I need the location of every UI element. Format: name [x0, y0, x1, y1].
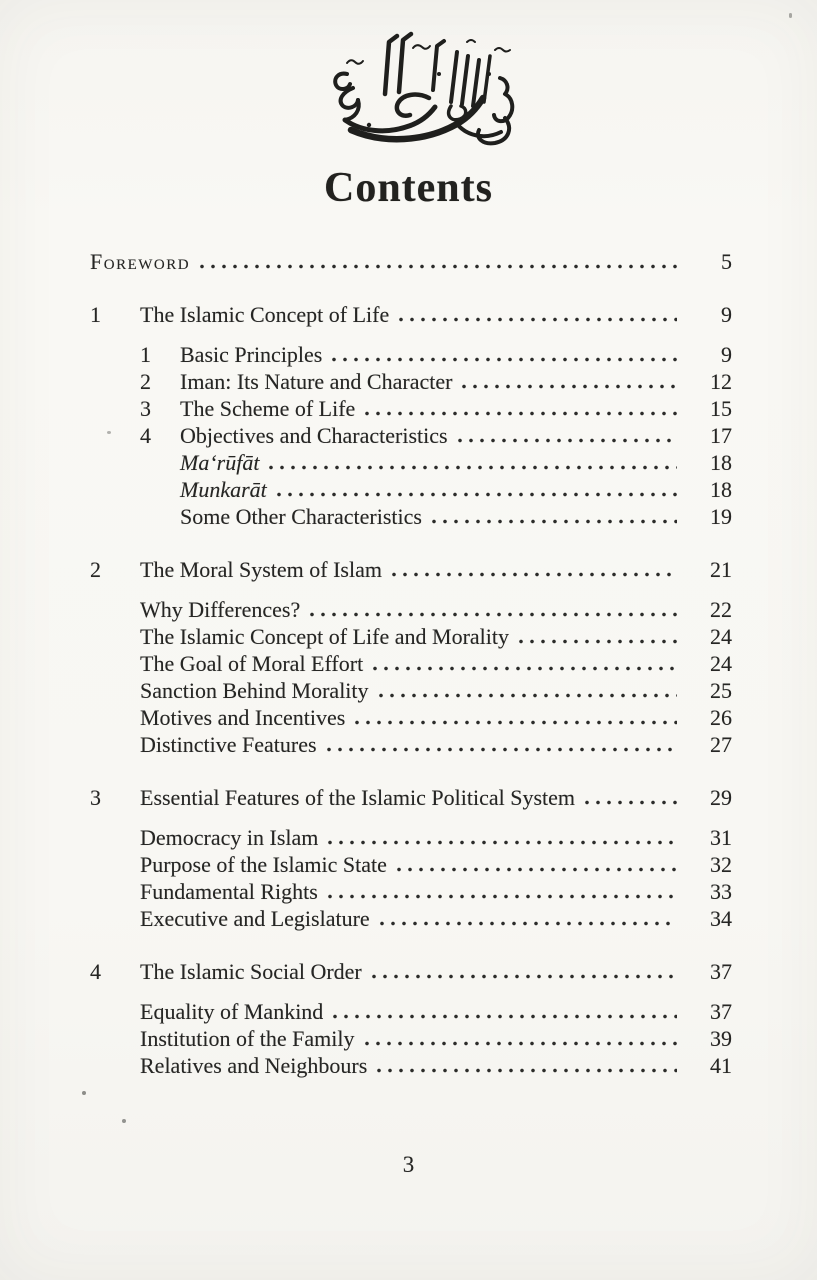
dot-leader [328, 840, 677, 845]
entry-page: 37 [710, 959, 732, 984]
entry-page: 9 [721, 302, 732, 327]
scan-speck [107, 431, 111, 434]
toc-foreword-row [90, 248, 732, 275]
entry-page: 17 [710, 423, 732, 448]
entry-page: 22 [710, 597, 732, 622]
entry-title: Democracy in Islam [140, 825, 319, 850]
entry-page: 29 [710, 785, 732, 810]
dot-leader [519, 639, 677, 644]
entry-page: 24 [710, 651, 732, 676]
entry-page: 19 [710, 504, 732, 529]
dot-leader [432, 519, 677, 524]
entry-number: 4 [90, 959, 101, 984]
toc-chapter-row [90, 556, 732, 583]
entry-page: 15 [710, 396, 732, 421]
toc-item-row [140, 596, 732, 623]
entry-number: 1 [140, 342, 151, 367]
entry-title: Fundamental Rights [140, 879, 318, 904]
dot-leader [277, 492, 677, 497]
toc-item-row [180, 503, 732, 530]
toc-chapter-row [90, 784, 732, 811]
bismillah-calligraphy [317, 30, 527, 156]
toc-item-row [140, 824, 732, 851]
entry-number: 1 [90, 302, 101, 327]
toc-item-row [140, 905, 732, 932]
page-title: Contents [323, 165, 493, 211]
entry-title: Ma‘rūfāt [180, 450, 260, 475]
toc-item-row [140, 704, 732, 731]
toc-item-row [140, 422, 732, 449]
entry-title: Executive and Legislature [140, 906, 370, 931]
entry-page: 21 [710, 557, 732, 582]
entry-page: 24 [710, 624, 732, 649]
entry-title: Relatives and Neighbours [140, 1053, 368, 1078]
toc-item-row [140, 395, 732, 422]
scan-speck [82, 1091, 86, 1095]
entry-title: Essential Features of the Islamic Political System [140, 785, 576, 810]
scan-speck [122, 1119, 126, 1123]
entry-title: Why Differences? [140, 597, 301, 622]
entry-page: 34 [710, 906, 732, 931]
scan-speck [789, 13, 792, 18]
toc-rows [90, 301, 732, 1079]
entry-number: 4 [140, 423, 151, 448]
dot-leader [399, 317, 677, 322]
toc-item-row [140, 368, 732, 395]
dot-leader [458, 438, 677, 443]
dot-leader [333, 1014, 677, 1019]
entry-title: The Goal of Moral Effort [140, 651, 364, 676]
dot-leader [200, 264, 677, 269]
dot-leader [392, 572, 677, 577]
entry-title: Equality of Mankind [140, 999, 324, 1024]
entry-page: 18 [710, 477, 732, 502]
entry-page: 12 [710, 369, 732, 394]
entry-page: 25 [710, 678, 732, 703]
dot-leader [585, 800, 677, 805]
entry-page: 5 [721, 249, 732, 274]
entry-page: 26 [710, 705, 732, 730]
entry-page: 37 [710, 999, 732, 1024]
dot-leader [380, 921, 677, 926]
entry-page: 39 [710, 1026, 732, 1051]
dot-leader [377, 1068, 677, 1073]
entry-title: Basic Principles [180, 342, 323, 367]
toc-item-row [140, 998, 732, 1025]
toc-item-row [140, 623, 732, 650]
entry-title: Some Other Characteristics [180, 504, 422, 529]
entry-page: 32 [710, 852, 732, 877]
dot-leader [372, 974, 677, 979]
toc-chapter-row [90, 958, 732, 985]
dot-leader [269, 465, 677, 470]
dot-leader [355, 720, 677, 725]
entry-number: 2 [140, 369, 151, 394]
entry-page: 9 [721, 342, 732, 367]
toc-item-row [140, 851, 732, 878]
entry-title: Munkarāt [180, 477, 267, 502]
entry-page: 31 [710, 825, 732, 850]
table-of-contents [90, 248, 732, 1079]
entry-page: 27 [710, 732, 732, 757]
entry-number: 2 [90, 557, 101, 582]
entry-title: The Scheme of Life [180, 396, 356, 421]
folio-page-number: 3 [402, 1152, 415, 1177]
dot-leader [373, 666, 677, 671]
dot-leader [365, 411, 677, 416]
dot-leader [327, 747, 677, 752]
toc-item-row [140, 1025, 732, 1052]
entry-title: Iman: Its Nature and Character [180, 369, 453, 394]
toc-item-row [140, 677, 732, 704]
entry-page: 41 [710, 1053, 732, 1078]
entry-page: 18 [710, 450, 732, 475]
entry-title: Foreword [90, 249, 191, 274]
entry-title: The Islamic Concept of Life [140, 302, 390, 327]
toc-item-row [140, 731, 732, 758]
entry-title: Motives and Incentives [140, 705, 346, 730]
entry-number: 3 [140, 396, 151, 421]
dot-leader [365, 1041, 678, 1046]
toc-item-row [140, 878, 732, 905]
entry-title: The Islamic Social Order [140, 959, 362, 984]
toc-item-row [140, 341, 732, 368]
entry-title: The Moral System of Islam [140, 557, 382, 582]
dot-leader [379, 693, 677, 698]
entry-number: 3 [90, 785, 101, 810]
toc-item-row [180, 476, 732, 503]
dot-leader [462, 384, 677, 389]
toc-item-row [140, 650, 732, 677]
dot-leader [310, 612, 677, 617]
dot-leader [332, 357, 677, 362]
toc-item-row [140, 1052, 732, 1079]
entry-page: 33 [710, 879, 732, 904]
dot-leader [397, 867, 677, 872]
entry-title: Objectives and Characteristics [180, 423, 448, 448]
toc-item-row [180, 449, 732, 476]
entry-title: Distinctive Features [140, 732, 317, 757]
entry-title: Institution of the Family [140, 1026, 355, 1051]
entry-title: Sanction Behind Morality [140, 678, 369, 703]
bismillah-calligraphy-svg [317, 30, 527, 156]
dot-leader [328, 894, 677, 899]
toc-chapter-row [90, 301, 732, 328]
entry-title: The Islamic Concept of Life and Morality [140, 624, 509, 649]
entry-title: Purpose of the Islamic State [140, 852, 387, 877]
